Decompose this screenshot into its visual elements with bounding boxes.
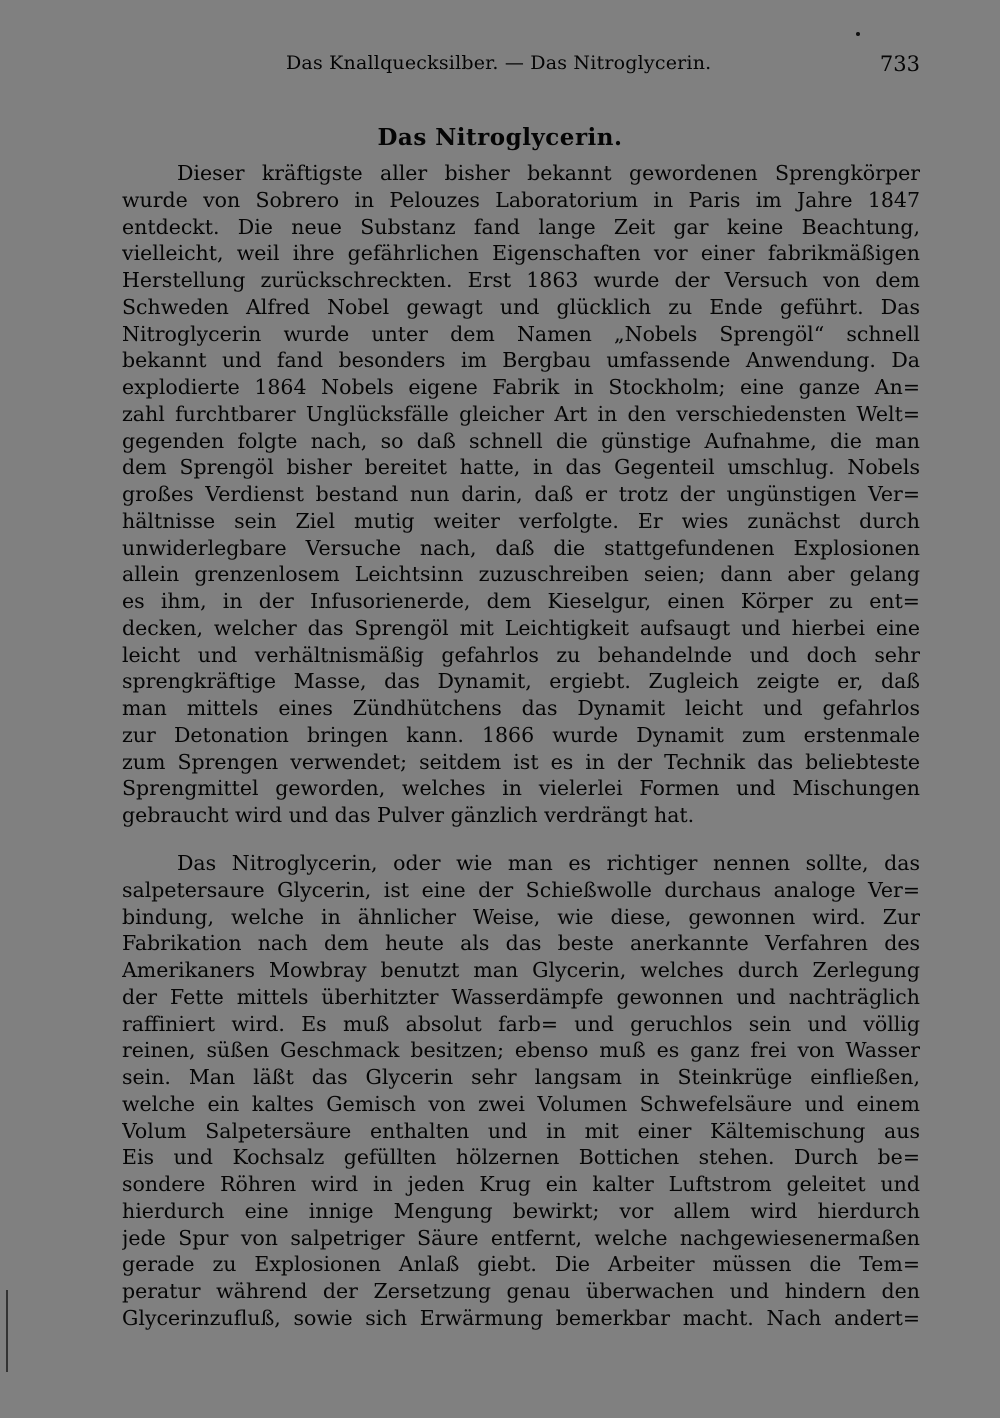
text-line: Amerikaners Mowbray benutzt man Glycerin, welches durch Zerlegung — [122, 958, 920, 982]
text-line: sein. Man läßt das Glycerin sehr langsam in Steinkrüge einfließen, — [122, 1065, 920, 1089]
text-line: Schweden Alfred Nobel gewagt und glücklich zu Ende geführt. Das — [122, 294, 920, 319]
text-line: allein grenzenlosem Leichtsinn zuzuschreiben seien; dann aber gelang — [122, 562, 920, 587]
text-line: bindung, welche in ähnlicher Weise, wie diese, gewonnen wird. Zur — [122, 904, 920, 929]
text-line: salpetersaure Glycerin, ist eine der Schießwolle durchaus analoge Ver= — [122, 877, 920, 902]
text-line: der Fette mittels überhitzter Wasserdämpfe gewonnen und nachträglich — [122, 984, 920, 1009]
text-line: jede Spur von salpetriger Säure entfernt, welche nachgewiesenermaßen — [122, 1225, 920, 1250]
text-line: reinen, süßen Geschmack besitzen; ebenso muß es ganz frei von Wasser — [122, 1038, 920, 1063]
text-line: wurde von Sobrero in Pelouzes Laboratorium in Paris im Jahre 1847 — [122, 187, 920, 212]
text-line: Dieser kräftigste aller bisher bekannt gewordenen Sprengkörper — [177, 161, 920, 185]
printer-dot-mark — [856, 32, 860, 36]
text-line: hältnisse sein Ziel mutig weiter verfolgte. Er wies zunächst durch — [122, 508, 920, 533]
text-line: sondere Röhren wird in jeden Krug ein kalter Luftstrom geleitet und — [122, 1172, 920, 1196]
text-line: raffiniert wird. Es muß absolut farb= und geruchlos sein und völlig — [122, 1011, 920, 1036]
section-title: Das Nitroglycerin. — [377, 124, 623, 151]
text-line: zur Detonation bringen kann. 1866 wurde Dynamit zum erstenmale — [122, 722, 920, 747]
text-line: gebraucht wird und das Pulver gänzlich verdrängt hat. — [122, 803, 695, 827]
paragraph-2 — [122, 850, 920, 1332]
running-title: Das Knallquecksilber. — Das Nitroglycerin. — [286, 52, 712, 74]
text-line: unwiderlegbare Versuche nach, daß die stattgefundenen Explosionen — [122, 535, 920, 560]
text-line: vielleicht, weil ihre gefährlichen Eigenschaften vor einer fabrikmäßigen — [122, 241, 920, 266]
scan-margin-line — [6, 1290, 8, 1372]
text-line: explodierte 1864 Nobels eigene Fabrik in Stockholm; eine ganze An= — [122, 375, 920, 399]
text-line: Herstellung zurückschreckten. Erst 1863 wurde der Versuch von dem — [122, 268, 920, 292]
text-line: Fabrikation nach dem heute als das beste anerkannte Verfahren des — [122, 931, 920, 956]
text-line: gerade zu Explosionen Anlaß giebt. Die Arbeiter müssen die Tem= — [122, 1252, 920, 1277]
text-line: Nitroglycerin wurde unter dem Namen „Nobels Sprengöl“ schnell — [122, 321, 920, 346]
text-line: peratur während der Zersetzung genau überwachen und hindern den — [122, 1279, 920, 1303]
text-line: Das Nitroglycerin, oder wie man es richtiger nennen sollte, das — [177, 851, 920, 875]
text-line: decken, welcher das Sprengöl mit Leichtigkeit aufsaugt und hierbei eine — [122, 615, 920, 640]
text-line: sprengkräftige Masse, das Dynamit, ergiebt. Zugleich zeigte er, daß — [122, 669, 920, 694]
text-line: Sprengmittel geworden, welches in vielerlei Formen und Mischungen — [122, 776, 920, 801]
text-line: gegenden folgte nach, so daß schnell die günstige Aufnahme, die man — [122, 428, 920, 453]
text-line: Volum Salpetersäure enthalten und in mit einer Kältemischung aus — [122, 1118, 920, 1143]
text-line: bekannt und fand besonders im Bergbau umfassende Anwendung. Da — [122, 348, 920, 373]
text-line: leicht und verhältnismäßig gefahrlos zu behandelnde und doch sehr — [122, 642, 920, 667]
running-head — [122, 48, 920, 80]
text-line: Glycerinzufluß, sowie sich Erwärmung bemerkbar macht. Nach andert= — [122, 1305, 920, 1330]
text-line: zum Sprengen verwendet; seitdem ist es in der Technik das beliebteste — [122, 749, 920, 774]
text-line: es ihm, in der Infusorienerde, dem Kieselgur, einen Körper zu ent= — [122, 589, 920, 613]
text-line: entdeckt. Die neue Substanz fand lange Zeit gar keine Beachtung, — [122, 214, 920, 239]
text-line: welche ein kaltes Gemisch von zwei Volumen Schwefelsäure und einem — [122, 1091, 920, 1116]
text-line: dem Sprengöl bisher bereitet hatte, in das Gegenteil umschlug. Nobels — [122, 455, 920, 480]
text-line: großes Verdienst bestand nun darin, daß er trotz der ungünstigen Ver= — [122, 482, 920, 506]
text-line: zahl furchtbarer Unglücksfälle gleicher Art in den verschiedensten Welt= — [122, 401, 920, 426]
text-line: Eis und Kochsalz gefüllten hölzernen Bottichen stehen. Durch be= — [122, 1145, 920, 1170]
text-line: man mittels eines Zündhütchens das Dynamit leicht und gefahrlos — [122, 696, 920, 720]
text-line: hierdurch eine innige Mengung bewirkt; vor allem wird hierdurch — [122, 1198, 920, 1223]
paragraph-1 — [122, 160, 920, 829]
page-number: 733 — [879, 52, 920, 76]
